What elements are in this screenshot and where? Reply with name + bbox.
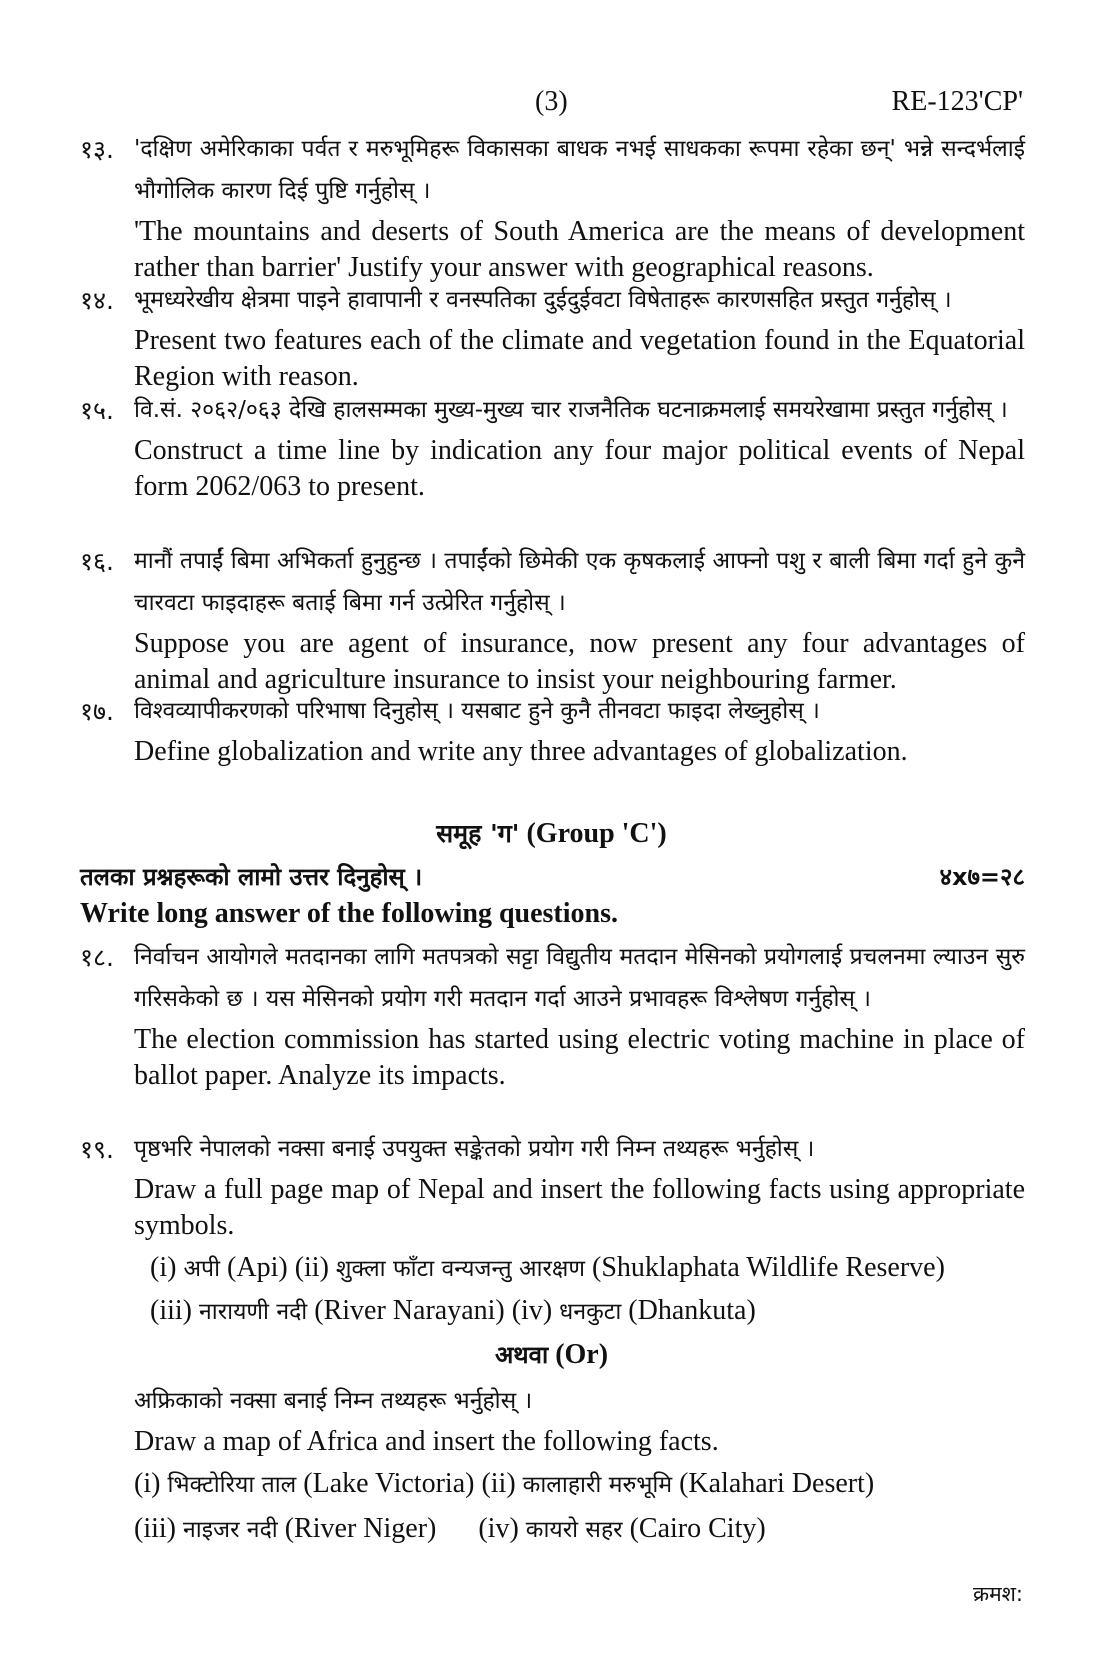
item-english: (Dhankuta) — [628, 1295, 756, 1326]
question-number: १९. — [80, 1135, 114, 1164]
item-label: (i) — [134, 1468, 161, 1499]
question-text-nepali: वि.सं. २०६२/०६३ देखि हालसम्मका मुख्य-मुख्य चार राजनैतिक घटनाक्रमलाई समयरेखामा प्रस्तुत गर्नुहोस् । — [134, 397, 1008, 423]
item-label: (ii) — [481, 1468, 516, 1499]
question-text-nepali: मानौं तपाईं बिमा अभिकर्ता हुनुहुन्छ । तपाईंको छिमेकी एक कृषकलाई आफ्नो पशु र बाली बिमा गर्दा हुने कुनै चारवटा फाइदाहरू बताई बिमा गर्न उत्प्रेरित गर्नुहोस् । — [134, 548, 1025, 616]
map-facts-line-1 — [150, 1248, 1025, 1289]
continued-marker: क्रमश: — [972, 1582, 1023, 1606]
item-english: (Cairo City) — [629, 1513, 766, 1544]
question-text-english: Draw a map of Africa and insert the following facts. — [134, 1426, 719, 1457]
question-text-english: 'The mountains and deserts of South America are the means of development rather than barrier' Justify your answer with geographical reasons. — [134, 216, 1025, 283]
question-text-english: Present two features each of the climate and vegetation found in the Equatorial Region with reason. — [134, 325, 1025, 392]
item-nepali: धनकुटा — [559, 1299, 622, 1325]
question-15 — [80, 389, 1025, 505]
item-nepali: कालाहारी मरुभूमि — [522, 1472, 673, 1498]
group-heading-nepali: समूह 'ग' — [436, 819, 520, 848]
or-heading-nepali: अथवा — [494, 1341, 549, 1369]
question-number: १३. — [80, 135, 114, 164]
item-nepali: अपी — [183, 1256, 221, 1282]
item-english: (Lake Victoria) — [303, 1468, 475, 1499]
paper-code: RE-123'CP' — [891, 86, 1023, 117]
question-text-english: Define globalization and write any three advantages of globalization. — [134, 736, 908, 767]
question-text-nepali: भूमध्यरेखीय क्षेत्रमा पाइने हावापानी र वनस्पतिका दुईदुईवटा विषेताहरू कारणसहित प्रस्तुत गर्नुहोस् । — [134, 287, 952, 313]
or-heading — [0, 1338, 1103, 1371]
item-label: (iv) — [511, 1295, 553, 1326]
map-facts-line-1 — [134, 1464, 1024, 1505]
item-label: (iv) — [478, 1513, 519, 1544]
item-english: (Kalahari Desert) — [679, 1468, 875, 1499]
question-17 — [80, 690, 1025, 770]
map-facts-line-2 — [150, 1291, 1025, 1332]
question-16 — [80, 540, 1025, 698]
question-number: १८. — [80, 943, 114, 972]
question-text-nepali: निर्वाचन आयोगले मतदानका लागि मतपत्रको सट्टा विद्युतीय मतदान मेसिनको प्रयोगलाई प्रचलनमा ल्याउन सुरु गरिसकेको छ । यस मेसिनको प्रयोग गरी मतदान गर्दा आउने प्रभावहरू विश्लेषण गर्नुहोस् । — [134, 944, 1025, 1012]
item-english: (River Niger) — [284, 1513, 437, 1544]
item-english: (Api) — [227, 1252, 288, 1283]
map-facts-line-2 — [134, 1509, 1024, 1550]
marks-allocation: ४x७=२८ — [939, 863, 1025, 891]
page-header — [0, 86, 1103, 126]
group-heading-english: (Group 'C') — [526, 818, 667, 849]
or-question — [134, 1380, 1024, 1550]
item-nepali: नाइजर नदी — [183, 1517, 278, 1543]
instruction-nepali: तलका प्रश्नहरूको लामो उत्तर दिनुहोस् । — [80, 863, 423, 891]
question-13 — [80, 128, 1025, 286]
question-number: १५. — [80, 396, 114, 425]
item-label: (iii) — [134, 1513, 176, 1544]
question-text-nepali: पृष्ठभरि नेपालको नक्सा बनाई उपयुक्त सङ्केतको प्रयोग गरी निम्न तथ्यहरू भर्नुहोस् । — [134, 1136, 815, 1162]
item-nepali: नारायणी नदी — [199, 1299, 308, 1325]
group-c-heading — [0, 816, 1103, 850]
question-text-english: Draw a full page map of Nepal and insert the following facts using appropriate symbols. — [134, 1174, 1025, 1241]
item-english: (Shuklaphata Wildlife Reserve) — [592, 1252, 945, 1283]
question-number: १६. — [80, 547, 114, 576]
item-english: (River Narayani) — [314, 1295, 505, 1326]
item-label: (i) — [150, 1252, 177, 1283]
item-nepali: कायरो सहर — [525, 1517, 623, 1543]
question-text-english: Construct a time line by indication any four major political events of Nepal form 2062/063 to present. — [134, 435, 1025, 502]
question-number: १४. — [80, 286, 114, 315]
question-text-english: The election commission has started using electric voting machine in place of ballot paper. Analyze its impacts. — [134, 1024, 1025, 1091]
or-heading-english: (Or) — [555, 1339, 609, 1370]
question-text-english: Suppose you are agent of insurance, now present any four advantages of animal and agriculture insurance to insist your neighbouring farmer. — [134, 628, 1025, 695]
question-14 — [80, 279, 1025, 395]
item-label: (ii) — [294, 1252, 329, 1283]
instruction-nepali-row — [80, 860, 1025, 893]
question-text-nepali: विश्वव्यापीकरणको परिभाषा दिनुहोस् । यसबाट हुने कुनै तीनवटा फाइदा लेख्नुहोस् । — [134, 698, 820, 724]
question-text-nepali: अफ्रिकाको नक्सा बनाई निम्न तथ्यहरू भर्नुहोस् । — [134, 1388, 533, 1414]
question-number: १७. — [80, 697, 114, 726]
question-text-nepali: 'दक्षिण अमेरिकाका पर्वत र मरुभूमिहरू विकासका बाधक नभई साधकका रूपमा रहेका छन्' भन्ने सन्दर्भलाई भौगोलिक कारण दिई पुष्टि गर्नुहोस् । — [134, 136, 1025, 204]
item-nepali: भिक्टोरिया ताल — [167, 1472, 297, 1498]
item-label: (iii) — [150, 1295, 192, 1326]
item-nepali: शुक्ला फाँटा वन्यजन्तु आरक्षण — [335, 1256, 586, 1282]
instruction-english: Write long answer of the following questions. — [80, 898, 618, 929]
page-number: (3) — [535, 86, 568, 117]
question-19 — [80, 1128, 1025, 1332]
question-18 — [80, 936, 1025, 1094]
